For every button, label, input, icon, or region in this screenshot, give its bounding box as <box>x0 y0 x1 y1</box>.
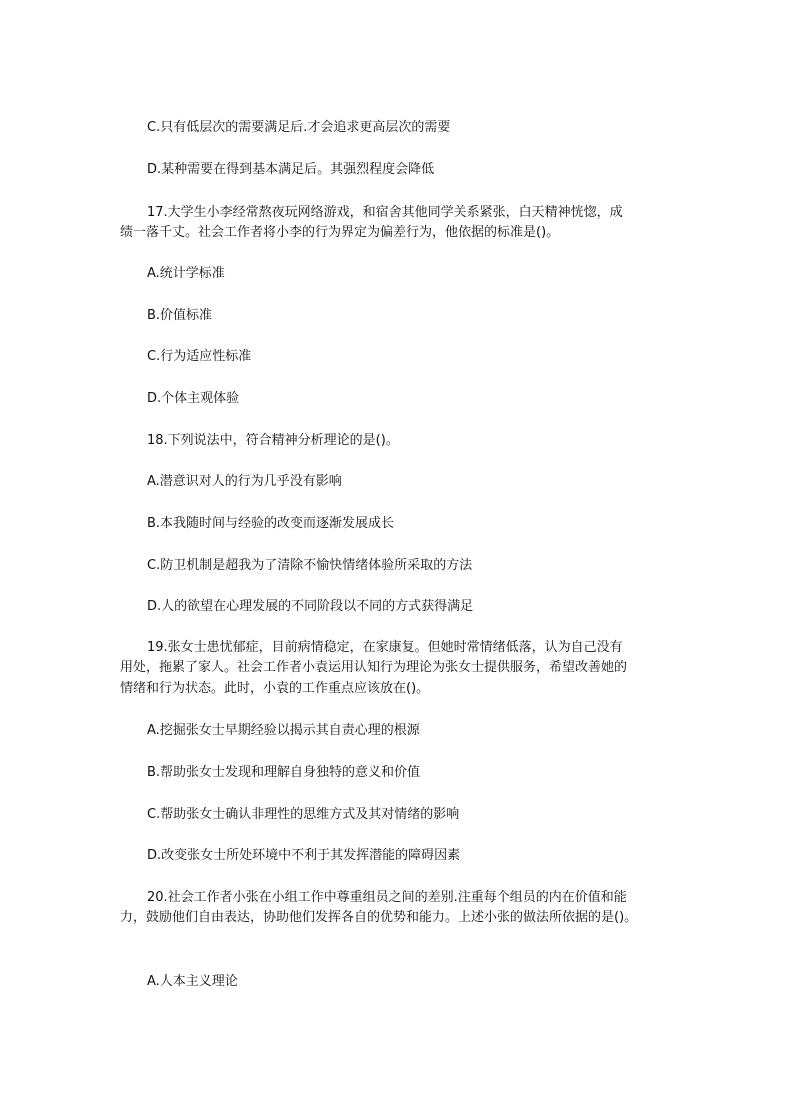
question-17-option-c: C.行为适应性标准 <box>147 349 252 364</box>
question-20-line-2: 力，鼓励他们自由表达，协助他们发挥各自的优势和能力。上述小张的做法所依据的是()。 <box>120 910 638 925</box>
question-17-option-d: D.个体主观体验 <box>147 391 240 406</box>
question-18-line-1: 18.下列说法中，符合精神分析理论的是()。 <box>147 433 399 448</box>
question-18-option-a: A.潜意识对人的行为几乎没有影响 <box>147 474 342 489</box>
question-17-line-2: 绩一落千丈。社会工作者将小李的行为界定为偏差行为，他依据的标准是()。 <box>120 225 560 240</box>
question-20-option-a: A.人本主义理论 <box>147 974 238 989</box>
question-19-option-d: D.改变张女士所处环境中不利于其发挥潜能的障碍因素 <box>147 848 461 863</box>
question-18-option-d: D.人的欲望在心理发展的不同阶段以不同的方式获得满足 <box>147 599 474 614</box>
question-17-line-1: 17.大学生小李经常熬夜玩网络游戏，和宿舍其他同学关系紧张，白天精神恍惚，成 <box>147 205 623 220</box>
question-18-option-b: B.本我随时间与经验的改变而逐渐发展成长 <box>147 516 395 531</box>
question-19-option-b: B.帮助张女士发现和理解自身独特的意义和价值 <box>147 765 421 780</box>
question-19-line-2: 用处，拖累了家人。社会工作者小袁运用认知行为理论为张女士提供服务，希望改善她的 <box>120 660 628 675</box>
question-19-line-1: 19.张女士患忧郁症，目前病情稳定，在家康复。但她时常情绪低落，认为自己没有 <box>147 640 623 655</box>
option-c-need-hierarchy: C.只有低层次的需要满足后.才会追求更高层次的需要 <box>147 120 451 135</box>
question-19-line-3: 情绪和行为状态。此时，小袁的工作重点应该放在()。 <box>120 681 430 696</box>
question-20-line-1: 20.社会工作者小张在小组工作中尊重组员之间的差别.注重每个组员的内在价值和能 <box>147 890 627 905</box>
question-17-option-a: A.统计学标准 <box>147 266 225 281</box>
question-19-option-c: C.帮助张女士确认非理性的思维方式及其对情绪的影响 <box>147 807 460 822</box>
question-19-option-a: A.挖掘张女士早期经验以揭示其自责心理的根源 <box>147 723 420 738</box>
question-18-option-c: C.防卫机制是超我为了清除不愉快情绪体验所采取的方法 <box>147 558 473 573</box>
option-d-need-hierarchy: D.某种需要在得到基本满足后。其强烈程度会降低 <box>147 162 435 177</box>
question-17-option-b: B.价值标准 <box>147 308 213 323</box>
